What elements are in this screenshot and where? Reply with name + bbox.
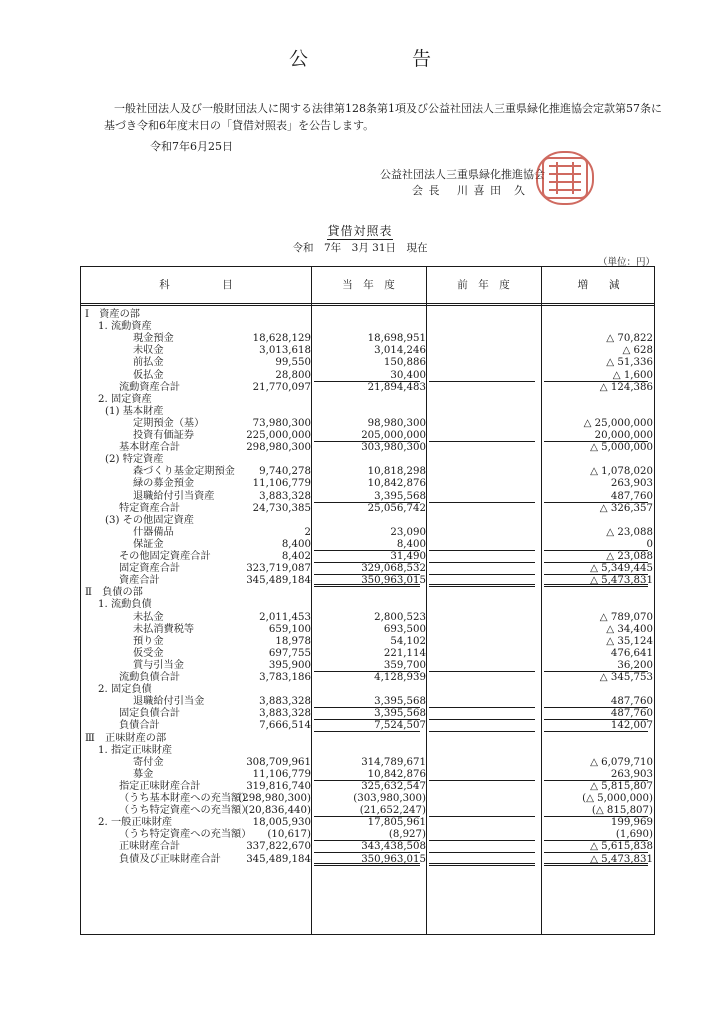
table-row: [81, 515, 656, 527]
current-year-value: (20,836,440): [244, 805, 311, 817]
previous-year-value: 3,395,568: [374, 696, 426, 708]
row-label: 森づくり基金定期預金: [133, 466, 235, 478]
table-row: [81, 708, 656, 720]
table-row: [81, 624, 656, 636]
table-row: [81, 309, 656, 321]
current-year-value: 3,783,186: [259, 672, 311, 683]
previous-year-value: 693,500: [383, 623, 426, 635]
row-label: 未払消費税等: [133, 623, 195, 635]
current-year-value: 345,489,184: [246, 853, 311, 865]
row-label: Ⅲ 正味財産の部: [85, 732, 167, 744]
current-year-value: 9,740,278: [259, 466, 311, 478]
row-label: 2. 一般正味財産: [98, 817, 173, 829]
table-row: [81, 745, 656, 757]
previous-year-value: 329,068,532: [361, 563, 426, 575]
row-label: 1. 指定正味財産: [98, 744, 173, 756]
previous-year-value: 350,963,015: [361, 853, 426, 865]
table-row: [81, 636, 656, 648]
row-label: 資産合計: [119, 575, 160, 587]
row-label: 未収金: [133, 345, 164, 357]
current-year-value: 21,770,097: [252, 381, 311, 393]
previous-year-value: 17,805,961: [367, 817, 426, 829]
previous-year-value: (21,652,247): [359, 805, 426, 817]
row-label: 賞与引当金: [133, 659, 184, 671]
row-label: 什器備品: [133, 526, 174, 538]
current-year-value: 337,822,670: [246, 841, 311, 853]
current-year-value: 2,011,453: [259, 611, 311, 623]
change-value: △ 35,124: [606, 635, 653, 647]
table-row: [81, 575, 656, 587]
row-label: 負債及び正味財産合計: [119, 853, 221, 865]
row-label: （うち特定資産への充当額）: [119, 829, 252, 841]
row-label: 流動負債合計: [119, 672, 181, 683]
previous-year-value: 2,800,523: [374, 611, 426, 623]
current-year-value: 225,000,000: [246, 430, 311, 441]
current-year-value: (10,617): [267, 829, 311, 841]
previous-year-value: 221,114: [383, 647, 426, 659]
row-label: 正味財産合計: [119, 841, 181, 853]
balance-sheet-date: 令和 7年 3月 31日 現在: [292, 242, 428, 254]
row-label: 1. 流動資産: [98, 321, 152, 333]
table-row: [81, 418, 656, 430]
change-value: (△ 5,000,000): [582, 793, 653, 804]
previous-year-value: 30,400: [390, 369, 426, 381]
header-rule: [81, 305, 654, 306]
previous-year-value: 10,818,298: [367, 466, 426, 478]
table-row: [81, 491, 656, 503]
current-year-value: 3,883,328: [259, 696, 311, 708]
change-value: △ 70,822: [606, 333, 653, 345]
table-row: [81, 587, 656, 599]
current-year-value: 298,980,300: [246, 442, 311, 454]
change-value: △ 789,070: [599, 611, 653, 623]
current-year-value: 99,550: [275, 357, 311, 369]
header-change: 増 減: [577, 279, 620, 291]
current-year-value: 2: [304, 526, 311, 538]
table-row: [81, 442, 656, 454]
table-row: [81, 478, 656, 490]
previous-year-value: 98,980,300: [367, 417, 426, 429]
notice-title-char-1: 公: [288, 48, 308, 70]
row-label: 現金預金: [133, 333, 174, 345]
header-account: 科 目: [159, 279, 233, 291]
previous-year-value: 303,980,300: [361, 442, 426, 454]
change-value: △ 5,473,831: [590, 853, 653, 865]
table-row: [81, 757, 656, 769]
table-row: [81, 696, 656, 708]
balance-sheet-title-text: 貸借対照表: [327, 224, 393, 238]
previous-year-value: (303,980,300): [353, 793, 426, 804]
table-row: [81, 660, 656, 672]
row-label: 基本財産合計: [119, 442, 181, 454]
current-year-value: 3,883,328: [259, 490, 311, 502]
unit-label: （単位：円）: [598, 257, 656, 268]
table-row: [81, 841, 656, 853]
change-value: △ 5,349,445: [590, 563, 653, 575]
table-row: [81, 430, 656, 442]
change-value: (1,690): [615, 829, 653, 841]
table-row: [81, 648, 656, 660]
table-row: [81, 563, 656, 575]
current-year-value: 18,978: [275, 635, 311, 647]
table-row: [81, 382, 656, 394]
current-year-value: 18,005,930: [252, 817, 311, 829]
row-label: 仮払金: [133, 369, 164, 381]
current-year-value: 11,106,779: [252, 768, 311, 780]
table-row: [81, 672, 656, 684]
table-row: [81, 829, 656, 841]
row-label: （うち基本財産への充当額）: [119, 793, 252, 804]
change-value: 199,969: [610, 817, 653, 829]
change-value: 476,641: [610, 647, 653, 659]
current-year-value: 323,719,087: [246, 563, 311, 575]
current-year-value: 28,800: [275, 369, 311, 381]
header-rule: [81, 303, 654, 304]
current-year-value: 11,106,779: [252, 478, 311, 490]
header-previous-year: 前 年 度: [457, 279, 510, 291]
change-value: △ 6,079,710: [590, 756, 653, 768]
current-year-value: 395,900: [268, 659, 311, 671]
row-label: 未払金: [133, 611, 164, 623]
previous-year-value: 3,014,246: [374, 345, 426, 357]
table-row: [81, 370, 656, 382]
previous-year-value: (8,927): [388, 829, 426, 841]
change-value: 487,760: [610, 708, 653, 720]
row-label: 指定正味財産合計: [119, 780, 201, 792]
current-year-value: 24,730,385: [252, 502, 311, 514]
previous-year-value: 3,395,568: [374, 490, 426, 502]
table-row: [81, 539, 656, 551]
change-value: 263,903: [610, 768, 653, 780]
row-label: 退職給付引当資産: [133, 490, 215, 502]
change-value: △ 34,400: [606, 623, 653, 635]
change-value: 263,903: [610, 478, 653, 490]
previous-year-value: 8,400: [396, 538, 426, 550]
previous-year-value: 205,000,000: [361, 430, 426, 441]
change-value: 36,200: [617, 659, 653, 671]
table-row: [81, 599, 656, 611]
change-value: △ 5,473,831: [590, 575, 653, 587]
notice-intro: 一般社団法人及び一般財団法人に関する法律第128条第1項及び公益社団法人三重県緑化推進協会定款第57条に基づき令和6年度末日の「貸借対照表」を公告します。: [104, 102, 662, 132]
change-value: △ 51,336: [606, 357, 653, 369]
change-value: 487,760: [610, 696, 653, 708]
change-value: 487,760: [610, 490, 653, 502]
previous-year-value: 350,963,015: [361, 575, 426, 587]
table-row: [81, 551, 656, 563]
change-value: △ 124,386: [599, 381, 653, 393]
previous-year-value: 21,894,483: [367, 381, 426, 393]
row-label: 2. 固定負債: [98, 684, 152, 696]
change-value: △ 1,078,020: [590, 466, 653, 478]
table-row: [81, 466, 656, 478]
table-row: [81, 793, 656, 805]
change-value: △ 5,000,000: [590, 442, 653, 454]
row-label: 負債合計: [119, 720, 160, 732]
change-value: △ 25,000,000: [583, 417, 653, 429]
row-label: (3) その他固定資産: [105, 514, 194, 526]
table-row: [81, 612, 656, 624]
table-row: [81, 781, 656, 793]
current-year-value: 308,709,961: [246, 756, 311, 768]
row-label: 2. 固定資産: [98, 393, 152, 405]
current-year-value: 7,666,514: [259, 720, 311, 732]
change-value: 0: [646, 538, 653, 550]
organization-name: 公益社団法人三重県緑化推進協会: [380, 168, 545, 181]
row-label: 定期預金（基）: [133, 417, 205, 429]
previous-year-value: 10,842,876: [367, 768, 426, 780]
previous-year-value: 31,490: [390, 551, 426, 562]
row-label: 緑の募金預金: [133, 478, 195, 490]
current-year-value: 8,402: [281, 551, 311, 562]
current-year-value: 659,100: [268, 623, 311, 635]
previous-year-value: 343,438,508: [361, 841, 426, 853]
previous-year-value: 25,056,742: [367, 502, 426, 514]
row-label: 募金: [133, 768, 154, 780]
balance-sheet-title: [0, 222, 720, 239]
total-double-rule: [544, 863, 648, 866]
current-year-value: 73,980,300: [252, 417, 311, 429]
current-year-value: 8,400: [281, 538, 311, 550]
row-label: (1) 基本財産: [105, 405, 164, 417]
current-year-value: 319,816,740: [246, 780, 311, 792]
change-value: △ 345,753: [599, 672, 653, 683]
current-year-value: 697,755: [268, 647, 311, 659]
table-row: [81, 854, 656, 866]
row-label: 1. 流動負債: [98, 599, 152, 611]
table-row: [81, 357, 656, 369]
row-label: 退職給付引当金: [133, 696, 205, 708]
change-value: △ 5,615,838: [590, 841, 653, 853]
current-year-value: 18,628,129: [252, 333, 311, 345]
notice-title-char-2: 告: [412, 48, 432, 70]
table-row: [81, 503, 656, 515]
previous-year-value: 3,395,568: [374, 708, 426, 720]
previous-year-value: 325,632,547: [361, 780, 426, 792]
table-row: [81, 333, 656, 345]
previous-year-value: 359,700: [383, 659, 426, 671]
previous-year-value: 314,789,671: [361, 756, 426, 768]
change-value: △ 628: [622, 345, 653, 357]
balance-sheet-table: [80, 266, 655, 935]
previous-year-value: 150,886: [383, 357, 426, 369]
previous-year-value: 23,090: [390, 526, 426, 538]
row-label: 前払金: [133, 357, 164, 369]
official-seal-icon: [533, 148, 597, 208]
notice-date: 令和7年6月25日: [150, 140, 233, 153]
table-row: [81, 684, 656, 696]
current-year-value: 345,489,184: [246, 575, 311, 587]
row-label: （うち特定資産への充当額）: [119, 805, 252, 817]
current-year-value: 3,013,618: [259, 345, 311, 357]
table-row: [81, 454, 656, 466]
previous-year-value: 7,524,507: [374, 720, 426, 732]
table-row: [81, 321, 656, 333]
row-label: 仮受金: [133, 647, 164, 659]
row-label: 預り金: [133, 635, 164, 647]
change-value: △ 23,088: [606, 551, 653, 562]
change-value: △ 1,600: [612, 369, 653, 381]
row-label: 投資有価証券: [133, 430, 195, 441]
row-label: 特定資産合計: [119, 502, 181, 514]
previous-year-value: 4,128,939: [374, 672, 426, 683]
current-year-value: 3,883,328: [259, 708, 311, 720]
row-label: 寄付金: [133, 756, 164, 768]
previous-year-value: 18,698,951: [367, 333, 426, 345]
total-double-rule: [314, 863, 420, 866]
row-label: 流動資産合計: [119, 381, 181, 393]
change-value: △ 326,357: [599, 502, 653, 514]
table-row: [81, 345, 656, 357]
notice-title: [0, 44, 720, 71]
change-value: (△ 815,807): [591, 805, 653, 817]
change-value: △ 5,815,807: [590, 780, 653, 792]
table-row: [81, 394, 656, 406]
previous-year-value: 54,102: [390, 635, 426, 647]
row-label: Ⅰ 資産の部: [85, 309, 140, 320]
table-row: [81, 805, 656, 817]
change-value: 20,000,000: [594, 430, 653, 441]
change-value: 142,007: [610, 720, 653, 732]
row-label: Ⅱ 負債の部: [85, 587, 143, 599]
row-label: 固定資産合計: [119, 563, 181, 575]
header-current-year: 当 年 度: [342, 279, 395, 291]
table-row: [81, 817, 656, 829]
table-row: [81, 769, 656, 781]
current-year-value: (298,980,300): [238, 793, 311, 804]
row-label: その他固定資産合計: [119, 551, 211, 562]
row-label: 保証金: [133, 538, 164, 550]
total-double-rule: [429, 863, 535, 866]
president-name: 会 長 川 喜 田 久: [412, 184, 526, 197]
table-row: [81, 720, 656, 732]
table-row: [81, 527, 656, 539]
table-row: [81, 733, 656, 745]
previous-year-value: 10,842,876: [367, 478, 426, 490]
row-label: 固定負債合計: [119, 708, 181, 720]
row-label: (2) 特定資産: [105, 454, 164, 466]
table-row: [81, 406, 656, 418]
change-value: △ 23,088: [606, 526, 653, 538]
